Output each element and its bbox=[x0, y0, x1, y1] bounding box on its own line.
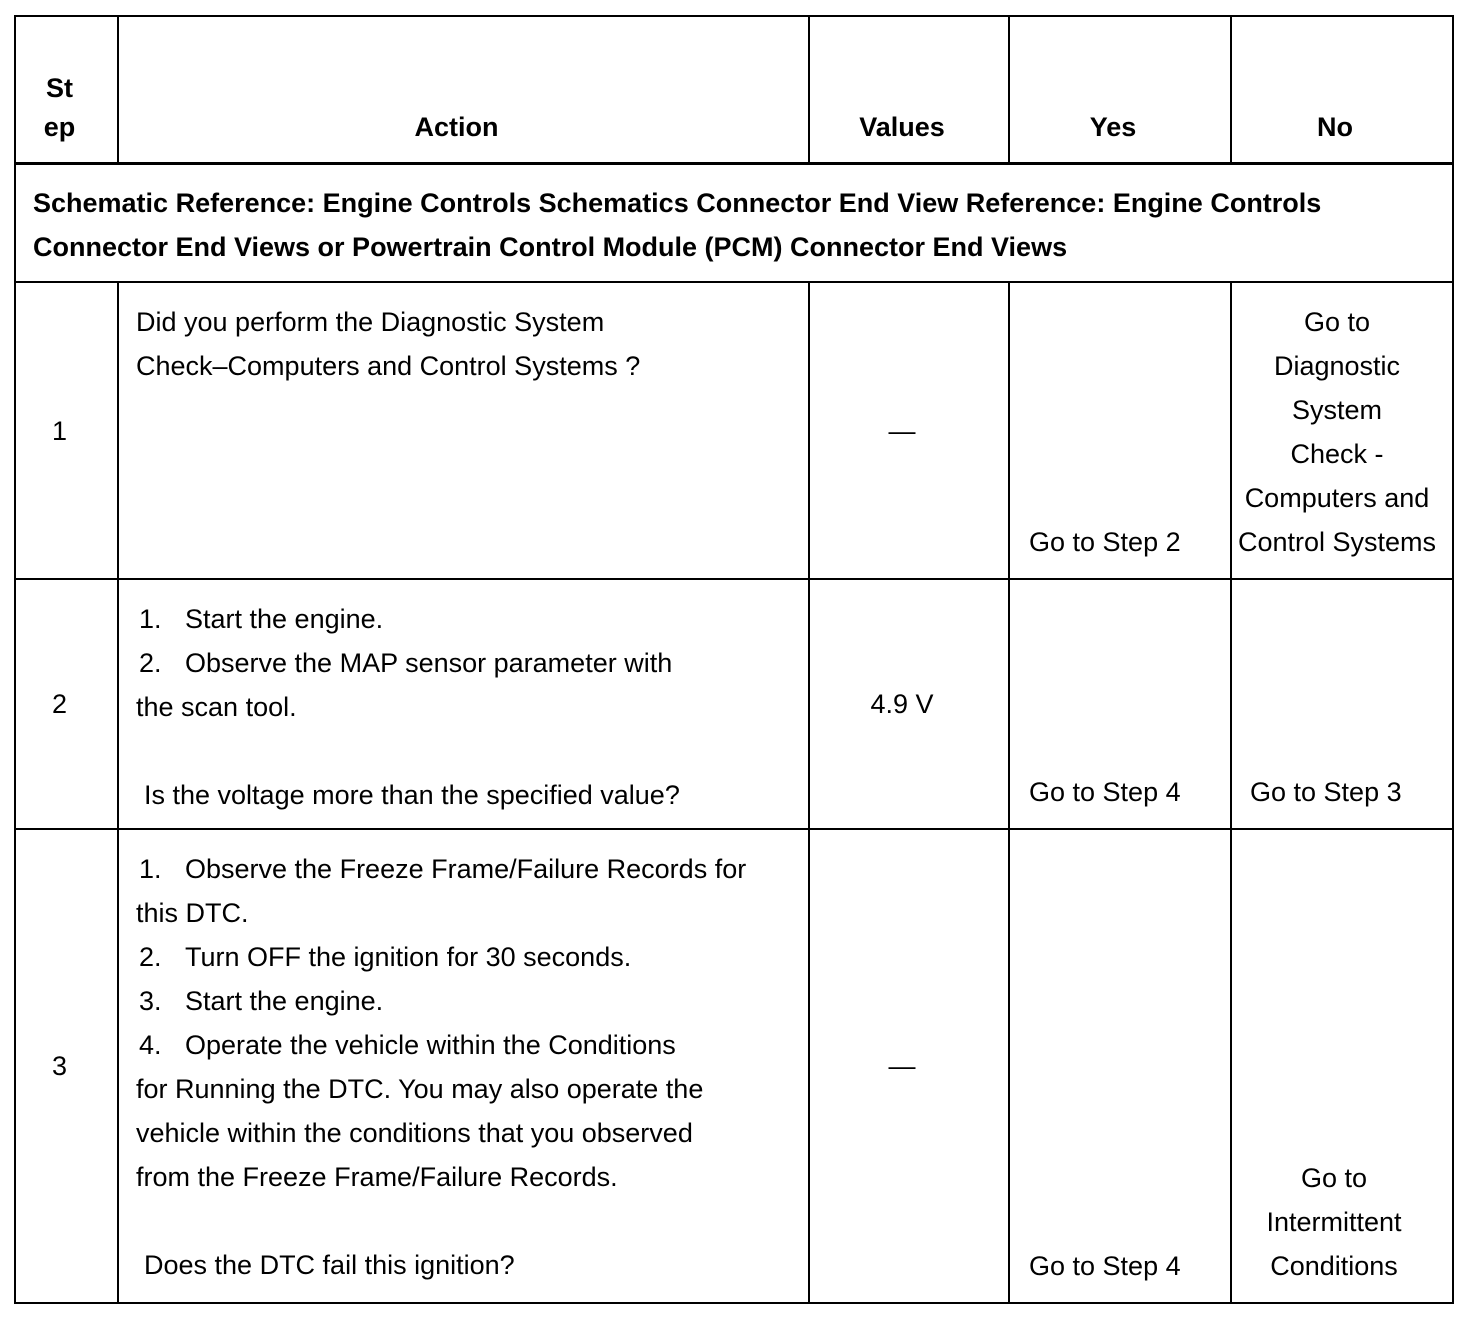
action-line: from the Freeze Frame/Failure Records. bbox=[136, 1162, 618, 1192]
diagnostic-table bbox=[14, 15, 1454, 1304]
action-step-text: Observe the Freeze Frame/Failure Records for bbox=[185, 854, 747, 884]
action-step-text: Observe the MAP sensor parameter with bbox=[185, 648, 673, 678]
schematic-reference bbox=[15, 163, 1453, 282]
no-line: Intermittent bbox=[1266, 1207, 1402, 1237]
step-number-label: 2 bbox=[51, 689, 68, 719]
action-step-number: 2. bbox=[139, 648, 162, 678]
value-label: — bbox=[888, 1051, 916, 1081]
action-question: Is the voltage more than the specified value? bbox=[144, 780, 680, 810]
reference-row bbox=[15, 163, 1453, 282]
action-header-label: Action bbox=[414, 111, 499, 142]
no-line: Go to Step 3 bbox=[1250, 777, 1402, 807]
action-step-number: 2. bbox=[139, 942, 162, 972]
action-step-number: 4. bbox=[139, 1030, 162, 1060]
action-line: the scan tool. bbox=[136, 692, 297, 722]
value-cell bbox=[809, 282, 1009, 579]
no-header-label: No bbox=[1317, 111, 1353, 142]
action-step-text: Operate the vehicle within the Conditions bbox=[185, 1030, 676, 1060]
no-cell bbox=[1231, 282, 1453, 579]
action-step-item bbox=[136, 979, 808, 1023]
diagnostic-table-page bbox=[14, 15, 1452, 1304]
no-line: Control Systems bbox=[1237, 527, 1437, 557]
action-step-text: Start the engine. bbox=[185, 986, 384, 1016]
step-number bbox=[15, 829, 118, 1303]
no-line: Computers and bbox=[1244, 483, 1430, 513]
action-line: for Running the DTC. You may also operate the bbox=[136, 1074, 704, 1104]
no-line: Check - bbox=[1290, 439, 1384, 469]
value-label: — bbox=[888, 415, 916, 446]
no-line: Diagnostic bbox=[1273, 351, 1401, 381]
table-row bbox=[15, 829, 1453, 1303]
action-line: Check–Computers and Control Systems ? bbox=[136, 351, 641, 381]
action-step-item bbox=[136, 597, 808, 641]
action-step-item bbox=[136, 847, 808, 891]
step-number-label: 1 bbox=[51, 415, 68, 446]
action-step-number: 3. bbox=[139, 986, 162, 1016]
spacer bbox=[136, 729, 808, 773]
action-question: Does the DTC fail this ignition? bbox=[144, 1250, 515, 1280]
value-cell bbox=[809, 829, 1009, 1303]
values-header bbox=[809, 16, 1009, 163]
reference-line: Schematic Reference: Engine Controls Schematics Connector End View Reference: Engine Controls bbox=[33, 187, 1322, 218]
reference-line: Connector End Views or Powertrain Control Module (PCM) Connector End Views bbox=[33, 231, 1068, 262]
yes-header bbox=[1009, 16, 1231, 163]
action-line: this DTC. bbox=[136, 898, 249, 928]
yes-cell bbox=[1009, 829, 1231, 1303]
value-cell bbox=[809, 579, 1009, 829]
no-line: Conditions bbox=[1270, 1251, 1398, 1281]
no-cell bbox=[1231, 579, 1453, 829]
step-number-label: 3 bbox=[51, 1051, 68, 1081]
action-step-number: 1. bbox=[139, 854, 162, 884]
step-number bbox=[15, 579, 118, 829]
action-header bbox=[118, 16, 809, 163]
action-cell bbox=[118, 579, 809, 829]
step-header-line: ep bbox=[43, 111, 76, 142]
action-step-number: 1. bbox=[139, 604, 162, 634]
no-line: Go to bbox=[1300, 1163, 1368, 1193]
step-header-line: St bbox=[46, 72, 73, 103]
action-step-item bbox=[136, 935, 808, 979]
yes-label: Go to Step 2 bbox=[1029, 527, 1181, 557]
action-line: Did you perform the Diagnostic System bbox=[136, 307, 605, 337]
step-number bbox=[15, 282, 118, 579]
yes-label: Go to Step 4 bbox=[1029, 777, 1181, 807]
yes-label: Go to Step 4 bbox=[1029, 1251, 1181, 1281]
action-step-item bbox=[136, 641, 808, 685]
yes-cell bbox=[1009, 282, 1231, 579]
step-header bbox=[15, 16, 118, 163]
table-row bbox=[15, 579, 1453, 829]
spacer bbox=[136, 1199, 808, 1243]
yes-header-label: Yes bbox=[1089, 111, 1137, 142]
action-step-item bbox=[136, 1023, 808, 1067]
no-line: System bbox=[1291, 395, 1383, 425]
header-row bbox=[15, 16, 1453, 163]
value-label: 4.9 V bbox=[870, 689, 934, 719]
action-line: vehicle within the conditions that you observed bbox=[136, 1118, 693, 1148]
yes-cell bbox=[1009, 579, 1231, 829]
action-step-text: Turn OFF the ignition for 30 seconds. bbox=[185, 942, 632, 972]
action-cell bbox=[118, 282, 809, 579]
no-header bbox=[1231, 16, 1453, 163]
no-cell bbox=[1231, 829, 1453, 1303]
table-row bbox=[15, 282, 1453, 579]
no-line: Go to bbox=[1303, 307, 1371, 337]
action-step-text: Start the engine. bbox=[185, 604, 384, 634]
action-cell bbox=[118, 829, 809, 1303]
values-header-label: Values bbox=[859, 111, 945, 142]
